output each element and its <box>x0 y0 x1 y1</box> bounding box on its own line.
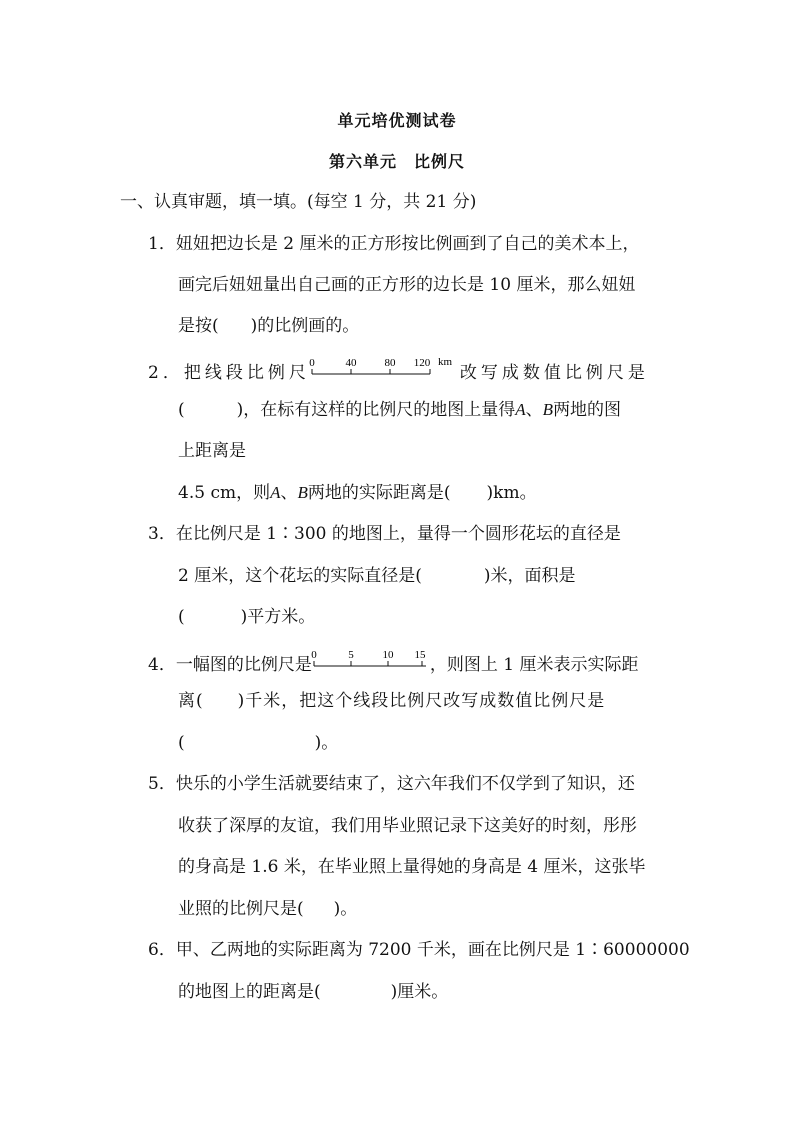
q2-text-1b: 改写成数值比例尺是 <box>459 363 649 383</box>
q2-scale-svg <box>310 356 460 378</box>
q4-line-3 <box>178 731 338 755</box>
q4-text-3b: )。 <box>314 733 339 753</box>
q2-line-4 <box>178 481 537 505</box>
q1-line-2: 画完后妞妞量出自己画的正方形的边长是 10 厘米，那么妞妞 <box>178 275 636 295</box>
q4-scale-label: 10 <box>382 649 394 661</box>
q2-text-4a: 4.5 cm，则 <box>178 483 271 503</box>
q5-text-1: 快乐的小学生活就要结束了，这六年我们不仅学到了知识，还 <box>175 774 635 794</box>
q5-text-4a: 业照的比例尺是( <box>178 899 304 919</box>
q5-line-4 <box>178 897 357 921</box>
q2-scale-unit: km <box>437 356 452 368</box>
q2-point-a: A <box>515 400 526 419</box>
q5-text-4b: )。 <box>333 899 358 919</box>
q2-line-3: 上距离是 <box>178 441 246 461</box>
q2-text-2c: 两地的图 <box>553 400 622 420</box>
q2-scale-label: 0 <box>309 357 315 369</box>
q3-number: 3． <box>148 524 176 544</box>
q4-scale-label: 15 <box>414 649 426 661</box>
q5-line-1 <box>148 772 635 796</box>
q3-text-2b: )米，面积是 <box>483 566 576 586</box>
q4-scale-svg <box>312 648 430 670</box>
q1-line-1 <box>148 232 639 256</box>
q4-text-3a: ( <box>178 733 185 753</box>
q4-text-1a: 一幅图的比例尺是 <box>175 655 312 675</box>
q2-text-4b: 两地的实际距离是( <box>307 483 451 503</box>
q2-scale-label: 120 <box>413 357 431 369</box>
q2-text-2a: ( <box>178 400 185 420</box>
q4-line-1 <box>148 648 638 677</box>
section-heading: 一、认真审题，填一填。(每空 1 分，共 21 分) <box>120 192 477 212</box>
q6-number: 6． <box>148 940 176 960</box>
q2-scale-label: 80 <box>384 357 396 369</box>
q3-line-3 <box>178 605 315 629</box>
q6-text-1: 甲、乙两地的实际距离为 7200 千米，画在比例尺是 1∶60000000 <box>175 940 690 960</box>
q2-number: 2． <box>148 363 184 383</box>
q3-text-3b: )平方米。 <box>240 607 316 627</box>
q1-line-3 <box>178 314 359 338</box>
q2-line-1 <box>148 356 649 385</box>
q1-number: 1． <box>148 234 176 254</box>
q6-text-2b: )厘米。 <box>390 982 449 1002</box>
q4-scale-label: 0 <box>311 649 317 661</box>
page-subtitle: 第六单元 比例尺 <box>328 152 465 171</box>
q3-line-2 <box>178 564 576 588</box>
q4-number: 4． <box>148 655 176 675</box>
q1-text-3a: 是按( <box>178 316 219 336</box>
q2-separator: 、 <box>525 400 543 420</box>
q2-point-a-2: A <box>270 483 281 502</box>
q2-line-2 <box>178 398 621 422</box>
q1-text-1: 妞妞把边长是 2 厘米的正方形按比例画到了自己的美术本上， <box>175 234 640 254</box>
q6-line-2 <box>178 980 448 1004</box>
q5-number: 5． <box>148 774 176 794</box>
q4-line-2 <box>178 689 605 713</box>
q2-scale-label: 40 <box>345 357 357 369</box>
q2-point-b-2: B <box>297 483 308 502</box>
q6-text-2a: 的地图上的距离是( <box>178 982 321 1002</box>
q3-text-2a: 2 厘米，这个花坛的实际直径是( <box>178 566 422 586</box>
q5-line-3: 的身高是 1.6 米，在毕业照上量得她的身高是 4 厘米，这张毕 <box>178 857 646 877</box>
page-title: 单元培优测试卷 <box>337 111 457 130</box>
q4-text-1b: ，则图上 1 厘米表示实际距 <box>429 655 639 675</box>
q4-text-2b: )千米，把这个线段比例尺改写成数值比例尺是 <box>237 691 606 711</box>
q2-text-4c: )km。 <box>486 483 537 503</box>
q2-text-1a: 把线段比例尺 <box>183 363 310 383</box>
q5-line-2: 收获了深厚的友谊，我们用毕业照记录下这美好的时刻，彤彤 <box>178 816 637 836</box>
q3-text-3a: ( <box>178 607 185 627</box>
q4-scale-label: 5 <box>348 649 354 661</box>
q2-separator-2: 、 <box>280 483 298 503</box>
q3-text-1: 在比例尺是 1∶300 的地图上，量得一个圆形花坛的直径是 <box>175 524 621 544</box>
q2-text-2b: )，在标有这样的比例尺的地图上量得 <box>236 400 516 420</box>
q4-text-2a: 离( <box>178 691 204 711</box>
q6-line-1 <box>148 938 690 962</box>
q3-line-1 <box>148 522 621 546</box>
q1-text-3b: )的比例画的。 <box>250 316 360 336</box>
q4-line-scale <box>312 648 430 670</box>
q2-line-scale <box>310 356 460 378</box>
q2-point-b: B <box>542 400 554 419</box>
